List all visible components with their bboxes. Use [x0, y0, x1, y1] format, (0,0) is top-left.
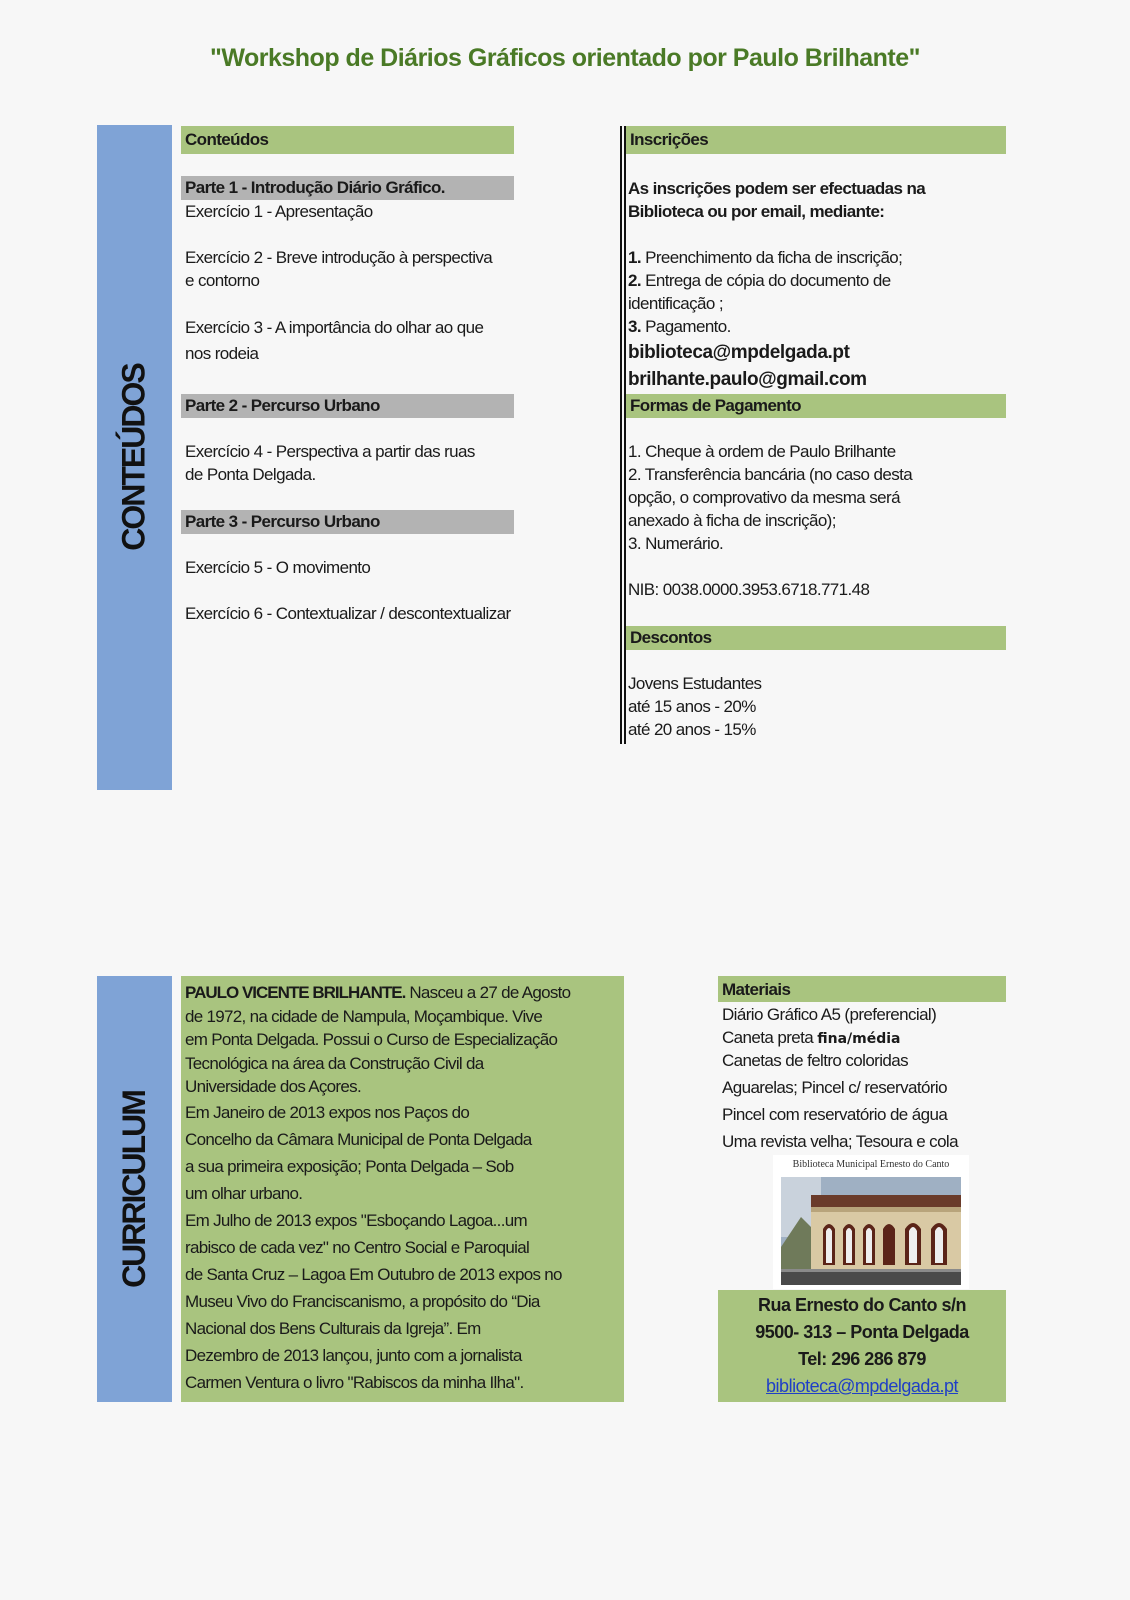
materiais-heading: Materiais — [718, 976, 1006, 1002]
cv-line: a sua primeira exposição; Ponta Delgada – Sob — [185, 1156, 514, 1176]
inscricoes-heading: Inscrições — [626, 126, 1006, 154]
cv-line: Em Julho de 2013 expos "Esboçando Lagoa...um — [185, 1210, 527, 1230]
pagamento-heading: Formas de Pagamento — [626, 394, 1006, 418]
address-street: Rua Ernesto do Canto s/n — [757, 1295, 967, 1315]
pagamento-line-4: anexado à ficha de inscrição); — [628, 511, 836, 530]
pagamento-line-1: 1. Cheque à ordem de Paulo Brilhante — [628, 442, 896, 461]
cv-line — [185, 981, 620, 1005]
exercise-4-line2: de Ponta Delgada. — [185, 465, 316, 484]
cv-line: Concelho da Câmara Municipal de Ponta Delgada — [185, 1129, 532, 1149]
materiais-line-2 — [722, 1026, 900, 1051]
library-photo — [773, 1155, 969, 1289]
exercise-2-line1: Exercício 2 - Breve introdução à perspectiva — [185, 248, 493, 267]
curriculum-side-label: CURRICULUM — [116, 1090, 153, 1288]
item-text: Pagamento. — [640, 317, 731, 336]
email-brilhante[interactable]: brilhante.paulo@gmail.com — [628, 369, 867, 390]
nib-number: NIB: 0038.0000.3953.6718.771.48 — [628, 580, 870, 599]
descontos-line-3: até 20 anos - 15% — [628, 720, 756, 739]
descontos-line-1: Jovens Estudantes — [628, 674, 762, 693]
cv-line: em Ponta Delgada. Possui o Curso de Especialização — [185, 1030, 558, 1049]
email-biblioteca[interactable]: biblioteca@mpdelgada.pt — [628, 342, 850, 363]
materiais-line-4: Aguarelas; Pincel c/ reservatório — [722, 1078, 947, 1097]
cv-line: Universidade dos Açores. — [185, 1077, 361, 1096]
materiais-line-5: Pincel com reservatório de água — [722, 1105, 948, 1124]
cv-line: um olhar urbano. — [185, 1183, 303, 1203]
column-divider — [620, 126, 622, 744]
conteudos-side-label: CONTEÚDOS — [116, 364, 153, 551]
item-text: Preenchimento da ficha de inscrição; — [640, 248, 903, 267]
column-divider — [624, 126, 626, 744]
address-tel: Tel: 296 286 879 — [798, 1349, 926, 1369]
materiais-emphasis: fina/média — [817, 1031, 901, 1047]
cv-line: Museu Vivo do Franciscanismo, a propósito do “Dia — [185, 1291, 540, 1311]
item-number: 2. — [628, 271, 641, 290]
page-title: "Workshop de Diários Gráficos orientado por Paulo Brilhante" — [209, 44, 921, 72]
conteudos-heading: Conteúdos — [181, 126, 514, 154]
curriculum-box — [181, 976, 624, 1402]
materiais-line-3: Canetas de feltro coloridas — [722, 1051, 909, 1070]
inscricoes-item-3 — [628, 315, 731, 338]
materiais-line-6: Uma revista velha; Tesoura e cola — [722, 1132, 958, 1151]
conteudos-side-bar — [97, 125, 172, 790]
exercise-6: Exercício 6 - Contextualizar / descontextualizar — [185, 604, 511, 623]
cv-line: Carmen Ventura o livro "Rabiscos da minha Ilha". — [185, 1372, 524, 1392]
address-box — [718, 1290, 1006, 1402]
exercise-1: Exercício 1 - Apresentação — [185, 202, 373, 221]
pagamento-line-2: 2. Transferência bancária (no caso desta — [628, 465, 913, 484]
exercise-4-line1: Exercício 4 - Perspectiva a partir das ruas — [185, 442, 475, 461]
cv-text: Nasceu a 27 de Agosto — [405, 983, 571, 1002]
item-text: Entrega de cópia do documento de — [640, 271, 891, 290]
descontos-line-2: até 15 anos - 20% — [628, 697, 756, 716]
descontos-heading: Descontos — [626, 626, 1006, 650]
inscricoes-item-2-cont: identificação ; — [628, 294, 723, 313]
materiais-line-1: Diário Gráfico A5 (preferencial) — [722, 1005, 937, 1024]
exercise-3-line2: nos rodeia — [185, 344, 259, 363]
cv-name: PAULO VICENTE BRILHANTE. — [185, 983, 406, 1002]
cv-line: Nacional dos Bens Culturais da Igreja”. Em — [185, 1318, 481, 1338]
inscricoes-item-1 — [628, 246, 902, 269]
parte3-heading: Parte 3 - Percurso Urbano — [181, 510, 514, 534]
item-number: 1. — [628, 248, 641, 267]
exercise-2-line2: e contorno — [185, 271, 260, 290]
materiais-text: Caneta preta — [722, 1028, 818, 1047]
exercise-5: Exercício 5 - O movimento — [185, 558, 371, 577]
inscricoes-item-2 — [628, 269, 891, 292]
inscricoes-intro-line1: As inscrições podem ser efectuadas na — [628, 179, 926, 198]
library-building-image — [781, 1177, 961, 1285]
address-email-link[interactable]: biblioteca@mpdelgada.pt — [766, 1376, 958, 1396]
exercise-3-line1: Exercício 3 - A importância do olhar ao que — [185, 318, 484, 337]
photo-caption: Biblioteca Municipal Ernesto do Canto — [792, 1159, 950, 1170]
cv-line: Em Janeiro de 2013 expos nos Paços do — [185, 1102, 470, 1122]
parte2-heading: Parte 2 - Percurso Urbano — [181, 394, 514, 418]
pagamento-line-3: opção, o comprovativo da mesma será — [628, 488, 900, 507]
address-city: 9500- 313 – Ponta Delgada — [755, 1322, 969, 1342]
inscricoes-intro-line2: Biblioteca ou por email, mediante: — [628, 202, 885, 221]
item-number: 3. — [628, 317, 641, 336]
cv-line: de 1972, na cidade de Nampula, Moçambique. Vive — [185, 1006, 543, 1026]
parte1-heading: Parte 1 - Introdução Diário Gráfico. — [181, 176, 514, 200]
cv-line: Dezembro de 2013 lançou, junto com a jornalista — [185, 1345, 522, 1365]
curriculum-side-bar — [97, 976, 172, 1402]
cv-line: Tecnológica na área da Construção Civil da — [185, 1053, 484, 1073]
cv-line: de Santa Cruz – Lagoa Em Outubro de 2013 expos no — [185, 1264, 562, 1284]
pagamento-line-5: 3. Numerário. — [628, 534, 724, 553]
cv-line: rabisco de cada vez" no Centro Social e Paroquial — [185, 1237, 530, 1257]
